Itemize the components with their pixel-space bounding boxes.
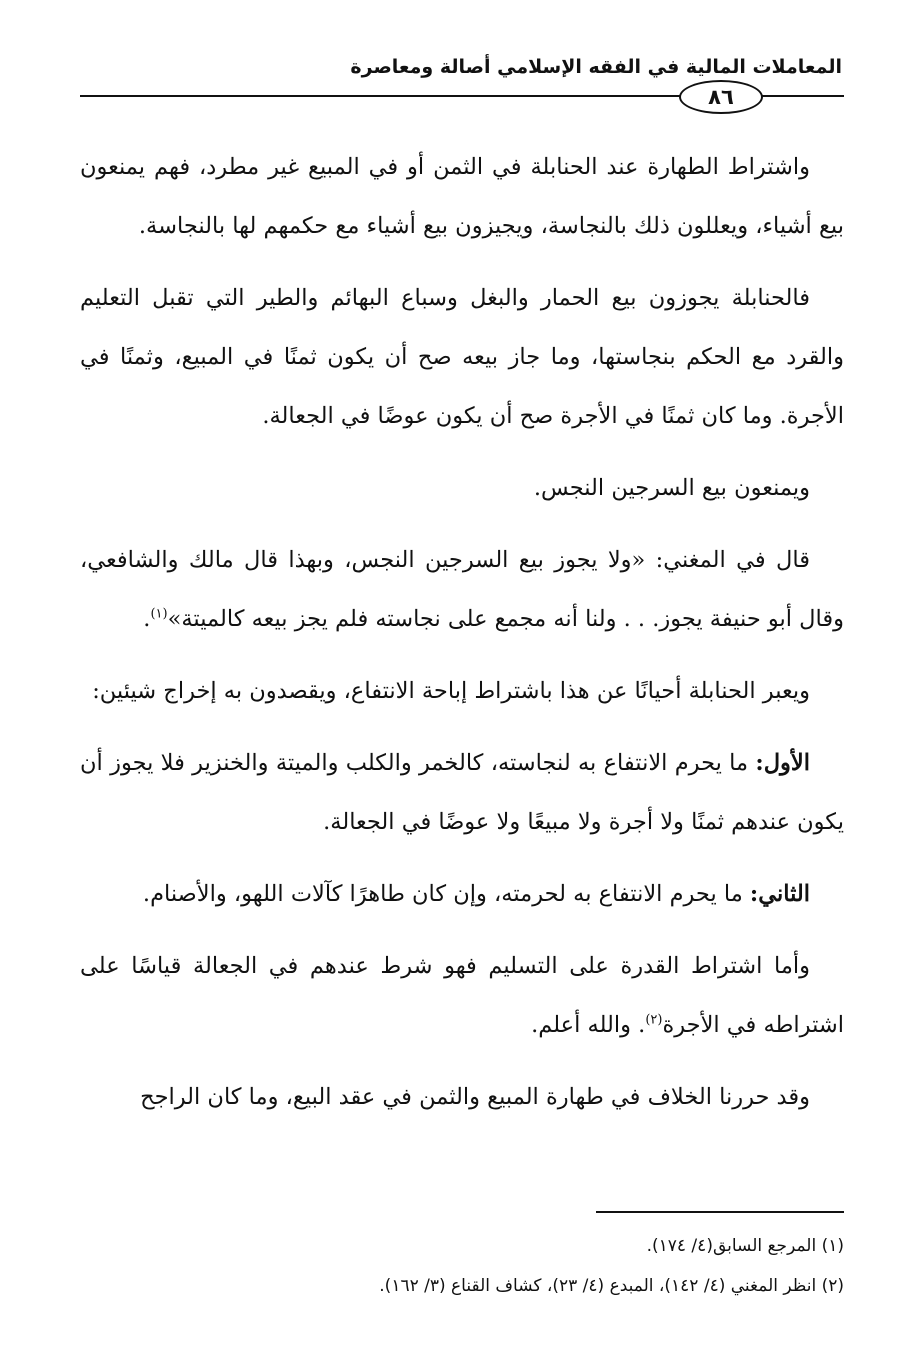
paragraph-3: ويمنعون بيع السرجين النجس. xyxy=(533,475,810,501)
paragraph-8-end: . والله أعلم. xyxy=(531,1012,646,1038)
paragraph-9: وقد حررنا الخلاف في طهارة المبيع والثمن في عقد البيع، وما كان الراجح xyxy=(140,1084,810,1110)
footnote-2: (٢) انظر المغني (٤/ ١٤٢)، المبدع (٤/ ٢٣)، كشاف القناع (٣/ ١٦٢). xyxy=(379,1276,844,1296)
paragraph-4 xyxy=(80,531,844,649)
paragraph-4-end: . xyxy=(143,606,151,632)
paragraph-7-text: ما يحرم الانتفاع به لحرمته، وإن كان طاهرًا كآلات اللهو، والأصنام. xyxy=(142,881,743,907)
paragraph-5: ويعبر الحنابلة أحيانًا عن هذا باشتراط إباحة الانتفاع، ويقصدون به إخراج شيئين: xyxy=(92,678,810,704)
footnotes xyxy=(80,1226,844,1306)
footnote-1: (١) المرجع السابق(٤/ ١٧٤). xyxy=(646,1236,844,1256)
body-text xyxy=(80,138,844,1127)
footnote-ref-2: (٢) xyxy=(645,1012,663,1028)
footnote-rule xyxy=(596,1211,844,1213)
header-rule-right xyxy=(758,95,844,97)
paragraph-2: فالحنابلة يجوزون بيع الحمار والبغل وسباع البهائم والطير التي تقبل التعليم والقرد مع الحكم بنجاستها، وما جاز بيعه صح أن يكون ثمنًا في المبيع، وثمنًا في الأجرة. وما كان ثمنًا في الأجرة صح أن يكون عوضًا في الجعالة. xyxy=(80,285,844,429)
header-rule-left xyxy=(80,95,680,97)
paragraph-6 xyxy=(80,734,844,852)
paragraph-6-lead: الأول: xyxy=(755,750,810,776)
paragraph-6-text: ما يحرم الانتفاع به لنجاسته، كالخمر والكلب والميتة والخنزير فلا يجوز أن يكون عندهم ثمنًا ولا أجرة ولا مبيعًا ولا عوضًا في الجعالة. xyxy=(80,750,844,835)
paragraph-7-lead: الثاني: xyxy=(749,881,810,907)
paragraph-1: واشتراط الطهارة عند الحنابلة في الثمن أو في المبيع غير مطرد، فهم يمنعون بيع أشياء، ويعللون ذلك بالنجاسة، ويجيزون بيع أشياء مع حكمهم لها بالنجاسة. xyxy=(80,154,844,239)
paragraph-8 xyxy=(80,937,844,1055)
running-title: المعاملات المالية في الفقه الإسلامي أصالة ومعاصرة xyxy=(350,56,842,78)
paragraph-4-text: قال في المغني: «ولا يجوز بيع السرجين النجس، وبهذا قال مالك والشافعي، وقال أبو حنيفة يجوز. . . ولنا أنه مجمع على نجاسته فلم يجز بيعه كالميتة» xyxy=(80,547,844,632)
paragraph-8-text: وأما اشتراط القدرة على التسليم فهو شرط عندهم في الجعالة قياسًا على اشتراطه في الأجرة xyxy=(80,953,844,1038)
page-number: ٨٦ xyxy=(679,80,763,114)
footnote-ref-1: (١) xyxy=(150,606,168,622)
paragraph-7 xyxy=(80,865,844,924)
